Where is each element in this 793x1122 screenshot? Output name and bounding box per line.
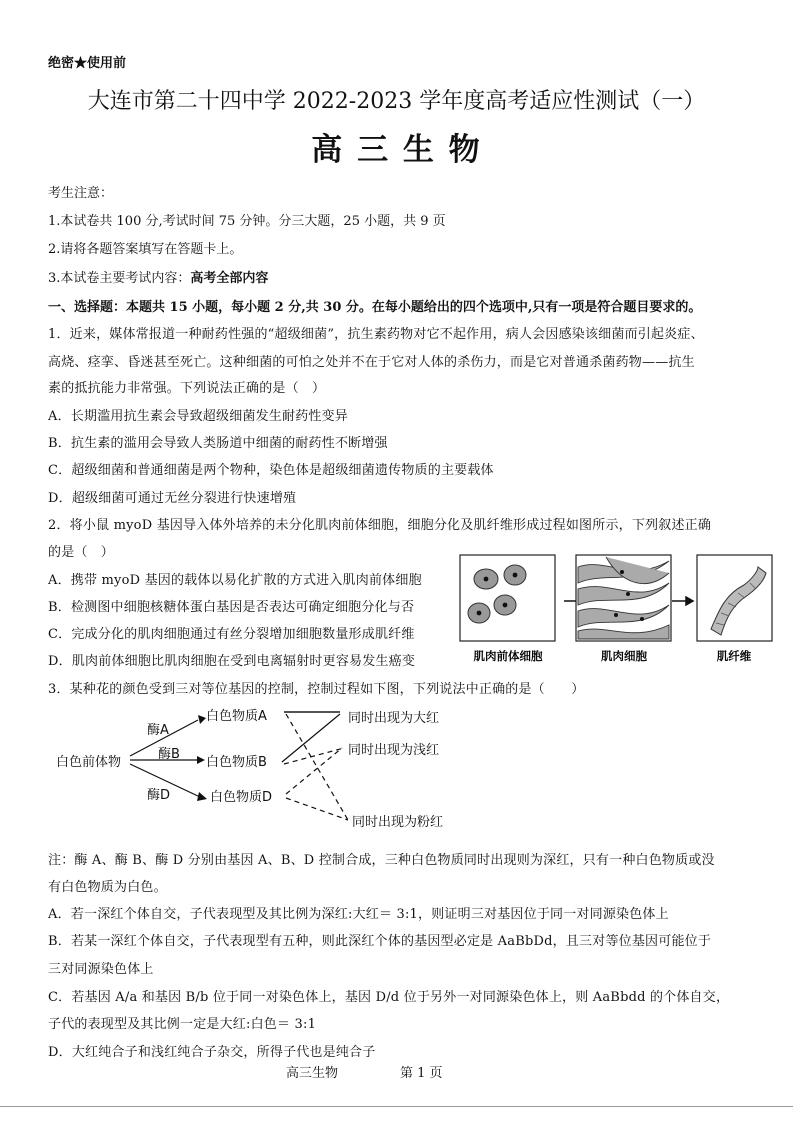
- q3-note-line-2: 有白色物质为白色。: [48, 880, 167, 895]
- footer-subject: 高三生物: [286, 1066, 339, 1081]
- notes-heading: 考生注意：: [48, 186, 114, 201]
- page-bottom-rule: [0, 1106, 793, 1107]
- pigment-pathway-diagram: [50, 700, 470, 840]
- subject-title: 高 三 生 物: [311, 132, 482, 168]
- material-d-label: 白色物质D: [210, 790, 273, 805]
- q2-option-c: C．完成分化的肌肉细胞通过有丝分裂增加细胞数量形成肌纤维: [48, 627, 415, 642]
- material-a-label: 白色物质A: [206, 709, 267, 724]
- q2-option-a: A．携带 myoD 基因的载体以易化扩散的方式进入肌肉前体细胞: [48, 573, 422, 588]
- note-3: [48, 267, 268, 286]
- enzyme-b-label: 酶B: [158, 747, 180, 762]
- q1-option-b: B．抗生素的滥用会导致人类肠道中细菌的耐药性不断增强: [48, 436, 388, 451]
- material-b-label: 白色物质B: [206, 755, 267, 770]
- school-title: 大连市第二十四中学 2022-2023 学年度高考适应性测试（一）: [87, 89, 706, 114]
- q1-line-1: 1．近来，媒体常报道一种耐药性强的“超级细菌”，抗生素药物对它不起作用，病人会因感染该细菌而引起炎症、: [48, 327, 704, 342]
- q1-option-c: C．超级细菌和普通细菌是两个物种，染色体是超级细菌遗传物质的主要载体: [48, 463, 494, 478]
- q2-line-2: 的是（ ）: [48, 545, 115, 560]
- outcome-pink: 同时出现为粉红: [352, 815, 444, 830]
- q3-option-a: A．若一深红个体自交，子代表现型及其比例为深红:大红＝ 3:1，则证明三对基因位于同一对同源染色体上: [48, 907, 669, 922]
- q3-note-line-1: 注：酶 A、酶 B、酶 D 分别由基因 A、B、D 控制合成，三种白色物质同时出现则为深红，只有一种白色物质或没: [48, 853, 715, 868]
- q1-line-3: 素的抵抗能力非常强。下列说法正确的是（ ）: [48, 381, 326, 396]
- q2-option-b: B．检测图中细胞核糖体蛋白基因是否表达可确定细胞分化与否: [48, 600, 415, 615]
- fig-label-precursor: 肌肉前体细胞: [473, 649, 543, 663]
- q1-line-2: 高烧、痉挛、昏迷甚至死亡。这种细菌的可怕之处并不在于它对人体的杀伤力，而是它对普通杀菌药物——抗生: [48, 355, 695, 370]
- note-3-prefix: 3.本试卷主要考试内容：: [48, 271, 191, 286]
- note-1: 1.本试卷共 100 分,考试时间 75 分钟。分三大题，25 小题，共 9 页: [48, 214, 446, 229]
- q3-option-b-line-2: 三对同源染色体上: [48, 962, 154, 977]
- precursor-label: 白色前体物: [56, 755, 122, 770]
- fig-label-muscle-cell: 肌肉细胞: [601, 649, 647, 663]
- enzyme-d-label: 酶D: [147, 788, 171, 803]
- muscle-differentiation-figure: [456, 553, 781, 668]
- outcome-deep-red: 同时出现为大红: [348, 711, 440, 726]
- confidential-mark: 绝密★使用前: [48, 56, 127, 71]
- q3-option-d: D．大红纯合子和浅红纯合子杂交，所得子代也是纯合子: [48, 1045, 376, 1060]
- q1-option-d: D．超级细菌可通过无丝分裂进行快速增殖: [48, 491, 297, 506]
- q3-option-c-line-2: 子代的表现型及其比例一定是大红:白色＝ 3:1: [48, 1017, 317, 1032]
- outcome-light-red: 同时出现为浅红: [348, 743, 440, 758]
- section-1-heading: 一、选择题：本题共 15 小题，每小题 2 分,共 30 分。在每小题给出的四个选项中,只有一项是符合题目要求的。: [48, 300, 702, 315]
- q2-option-d: D．肌肉前体细胞比肌肉细胞在受到电离辐射时更容易发生癌变: [48, 654, 416, 669]
- footer-page-number: 第 1 页: [400, 1066, 443, 1081]
- note-2: 2.请将各题答案填写在答题卡上。: [48, 242, 243, 257]
- q2-line-1: 2．将小鼠 myoD 基因导入体外培养的未分化肌肉前体细胞，细胞分化及肌纤维形成过程如图所示，下列叙述正确: [48, 518, 712, 533]
- q1-option-a: A．长期滥用抗生素会导致超级细菌发生耐药性变异: [48, 409, 348, 424]
- q3-option-c-line-1: C．若基因 A/a 和基因 B/b 位于同一对染色体上，基因 D/d 位于另外一对同源染色体上，则 AaBbdd 的个体自交，: [48, 990, 730, 1005]
- q3-option-b-line-1: B．若某一深红个体自交，子代表现型有五种，则此深红个体的基因型必定是 AaBbDd，且三对等位基因可能位于: [48, 934, 712, 949]
- note-3-bold: 高考全部内容: [190, 271, 269, 286]
- q3-line-1: 3．某种花的颜色受到三对等位基因的控制，控制过程如下图，下列说法中正确的是（ ）: [48, 682, 585, 697]
- arrow-right-icon: [672, 597, 693, 605]
- fig-label-myofiber: 肌纤维: [716, 649, 752, 663]
- enzyme-a-label: 酶A: [147, 723, 169, 738]
